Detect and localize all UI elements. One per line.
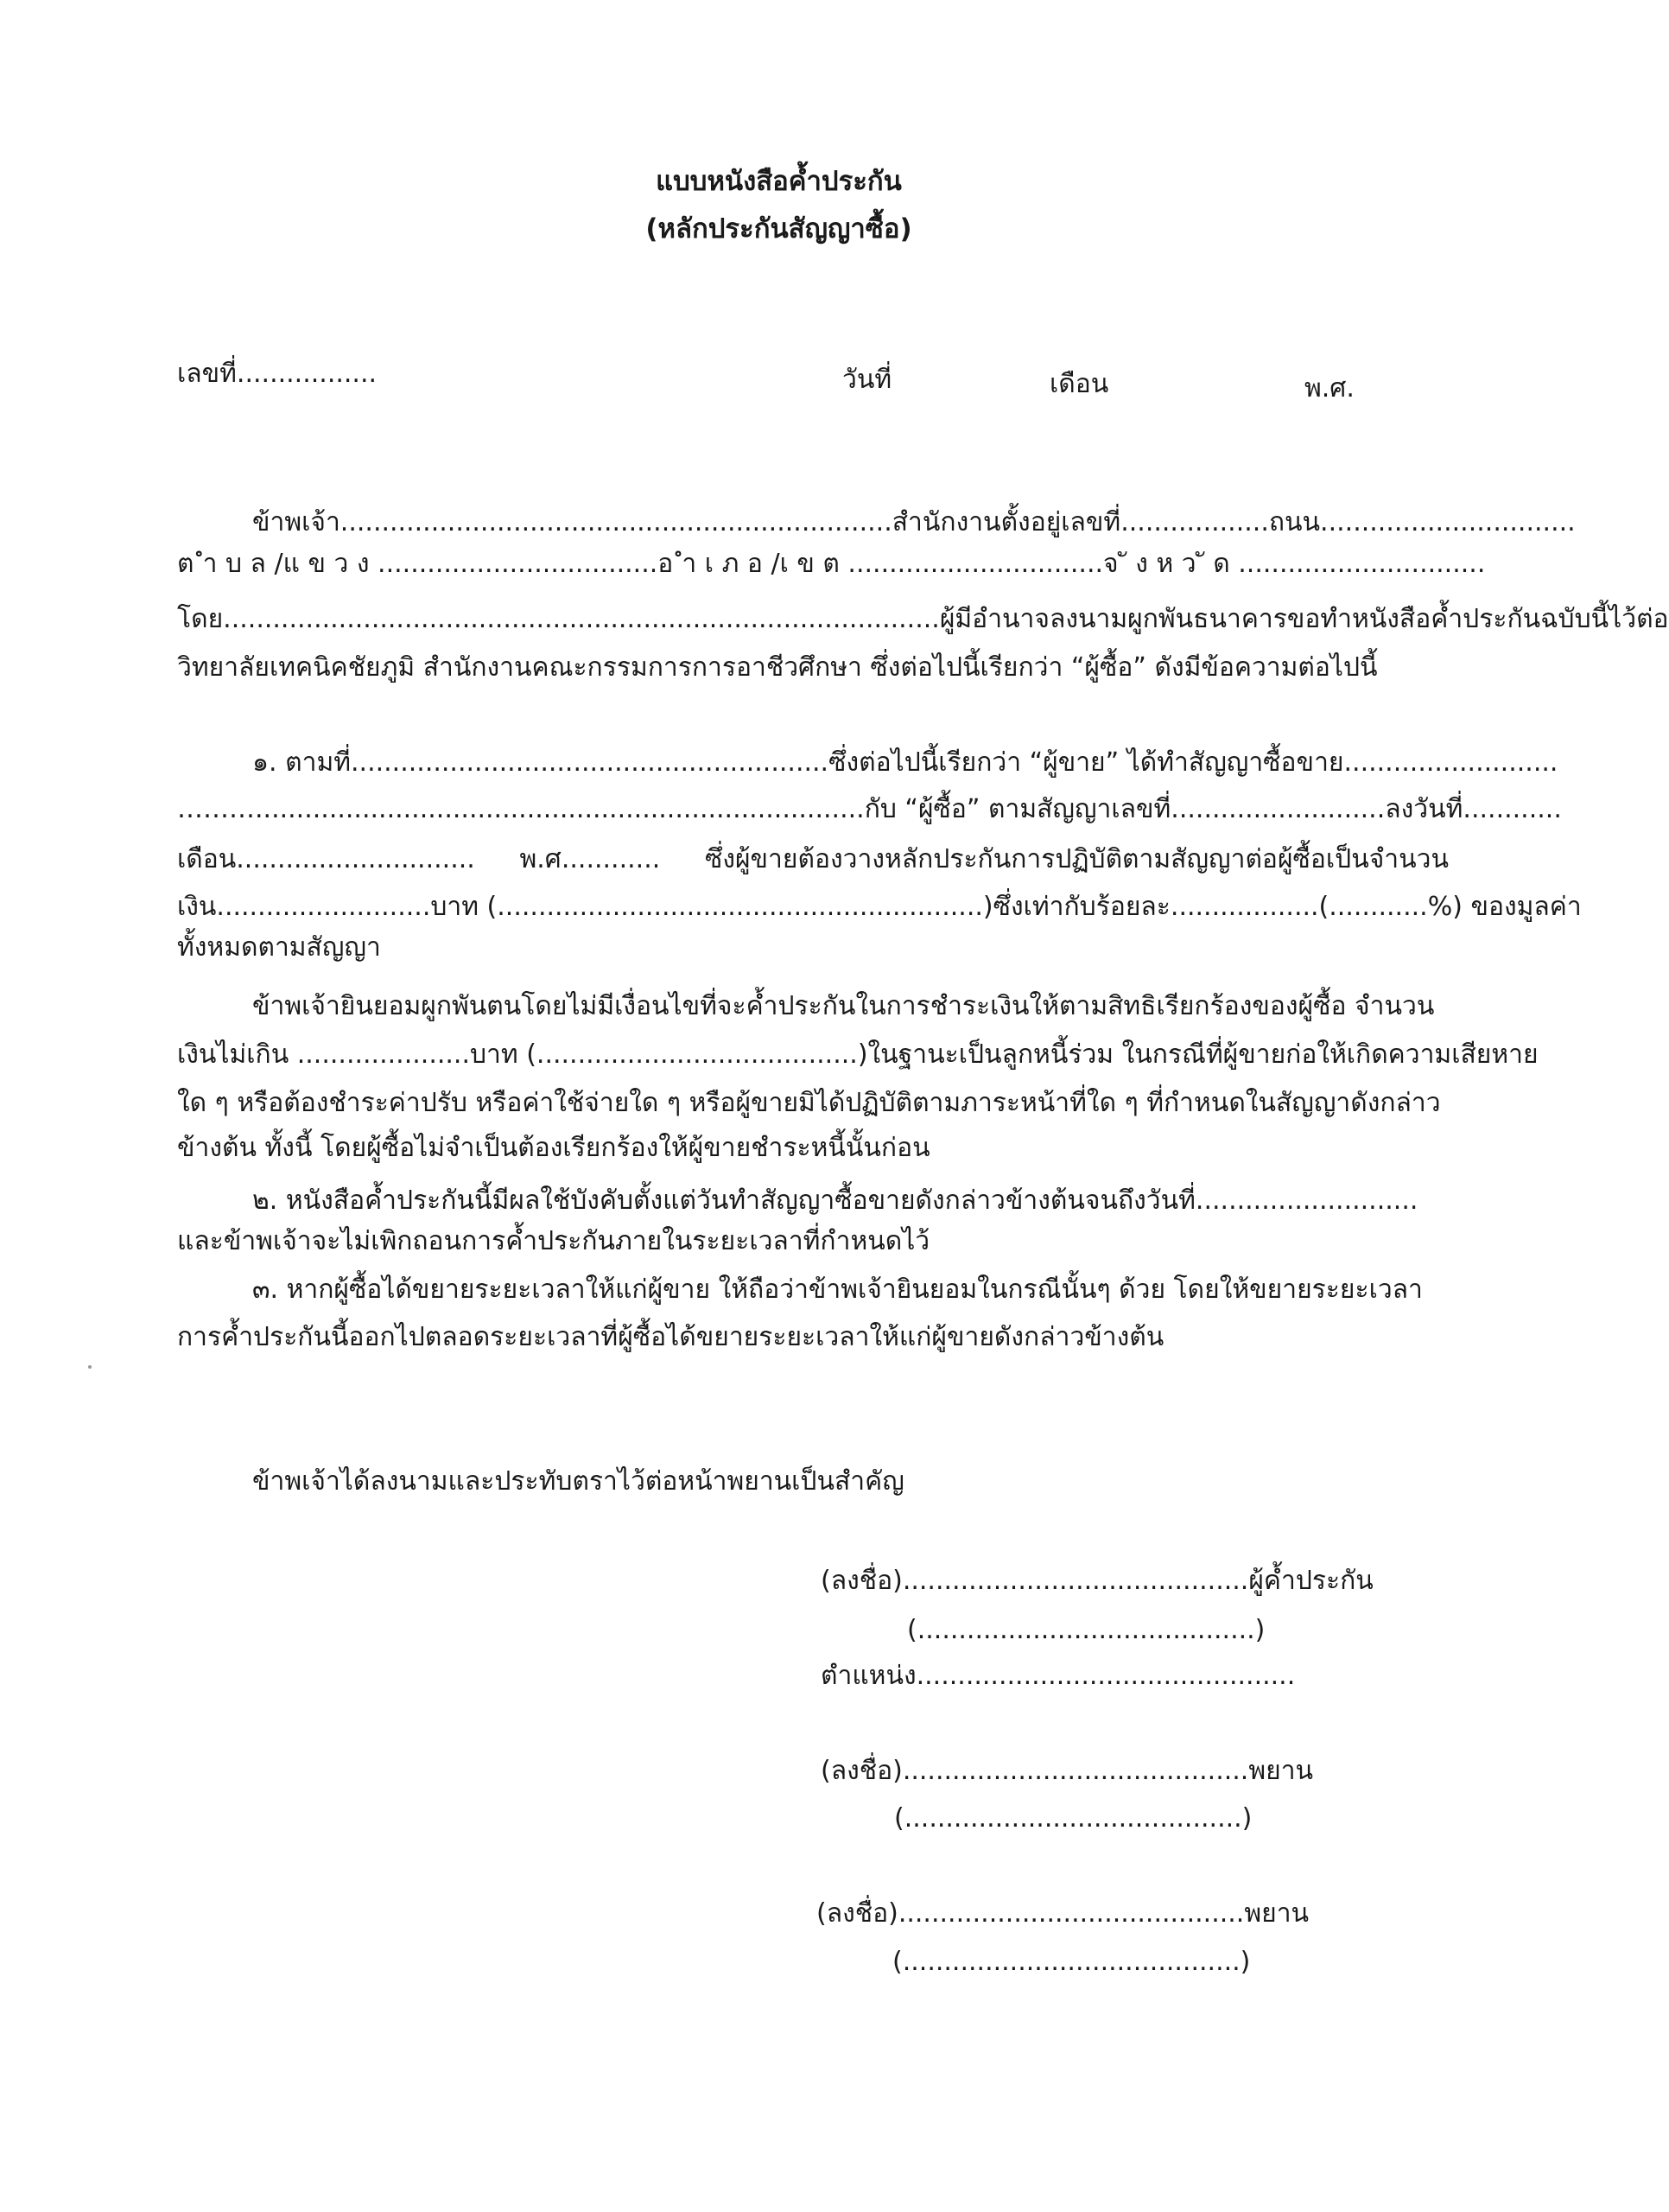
clause1-contract-no-field: กับ “ผู้ซื้อ” ตามสัญญาเลขที่.......................... xyxy=(864,794,1386,824)
guarantor-position-field: ตำแหน่ง.............................................. xyxy=(821,1661,1296,1691)
clause1-date-field: ลงวันที่............ xyxy=(1385,794,1562,824)
clause1-seller-field: ๑. ตามที่.......................................................... xyxy=(252,747,829,778)
guarantee-debtor-text: ในฐานะเป็นลูกหนี้ร่วม ในกรณีที่ผู้ขายก่อให้เกิดความเสียหาย xyxy=(867,1039,1539,1070)
witness1-name-field: (.........................................) xyxy=(894,1803,1253,1834)
guarantee-line-2 xyxy=(177,1039,1539,1070)
intro-line-3 xyxy=(177,604,1669,634)
witness2-role: พยาน xyxy=(1244,1898,1310,1929)
document-subtitle: (หลักประกันสัญญาซื้อ) xyxy=(645,213,912,245)
clause3-line-2: การค้ำประกันนี้ออกไปตลอดระยะเวลาที่ผู้ซื้อได้ขยายระยะเวลาให้แก่ผู้ขายดังกล่าวข้างต้น xyxy=(177,1322,1164,1352)
guarantor-role: ผู้ค้ำประกัน xyxy=(1248,1566,1374,1596)
guarantor-name-field: (.........................................) xyxy=(907,1615,1266,1645)
intro-name-field: ข้าพเจ้า................................................................... xyxy=(252,507,892,537)
clause1-year-field: พ.ศ............ xyxy=(519,844,661,874)
signature-guarantor xyxy=(821,1568,1374,1594)
witness1-role: พยาน xyxy=(1248,1756,1314,1786)
intro-line-1 xyxy=(252,507,1576,537)
intro-line-4: วิทยาลัยเทคนิคชัยภูมิ สำนักงานคณะกรรมการการอาชีวศึกษา ซึ่งต่อไปนี้เรียกว่า “ผู้ซื้อ” ดังมีข้อความต่อไปนี้ xyxy=(177,652,1378,683)
witness2-sign-field: (ลงชื่อ).......................................... xyxy=(816,1898,1245,1929)
guarantee-line-1: ข้าพเจ้ายินยอมผูกพันตนโดยไม่มีเงื่อนไขที่จะค้ำประกันในการชำระเงินให้ตามสิทธิเรียกร้องของผู้ซื้อ จำนวน xyxy=(252,991,1435,1021)
month-label: เดือน xyxy=(1050,369,1109,399)
doc-number: เลขที่................. xyxy=(177,359,378,389)
scan-speck xyxy=(88,1365,92,1369)
intro-by-field: โดย....................................................................................... xyxy=(177,604,940,634)
clause1-line-5: ทั้งหมดตามสัญญา xyxy=(177,932,381,963)
clause1-collateral-text: ซึ่งผู้ขายต้องวางหลักประกันการปฏิบัติตามสัญญาต่อผู้ซื้อเป็นจำนวน xyxy=(704,844,1449,874)
clause1-line-1 xyxy=(252,747,1558,778)
intro-subdistrict-field: ต ำ บ ล /แ ข ว ง .................................. xyxy=(177,549,658,579)
clause1-amount-field: เงิน.......................... xyxy=(177,892,431,922)
intro-district-field: อ ำ เ ภ อ /เ ข ต ............................... xyxy=(657,549,1104,579)
intro-office-field: สำนักงานตั้งอยู่เลขที่.................. xyxy=(892,507,1269,537)
intro-road-field: ถนน............................... xyxy=(1268,507,1576,537)
intro-line-2 xyxy=(177,549,1486,579)
clause1-item-field: ……….......................................................................... xyxy=(177,794,865,824)
guarantee-amount-words-field: บาท (.......................................) xyxy=(470,1039,868,1070)
witness1-sign-field: (ลงชื่อ).......................................... xyxy=(821,1756,1249,1786)
signature-witness-2 xyxy=(816,1898,1310,1929)
clause1-month-field: เดือน............................. xyxy=(177,844,475,874)
guarantor-sign-field: (ลงชื่อ).......................................... xyxy=(821,1566,1249,1596)
witness2-name-field: (.........................................) xyxy=(892,1947,1251,1977)
clause1-contract-text: ซึ่งต่อไปนี้เรียกว่า “ผู้ขาย” ได้ทำสัญญาซื้อขาย.......................... xyxy=(828,747,1558,778)
clause1-percent-field: ซึ่งเท่ากับร้อยละ..................(............%) ของมูลค่า xyxy=(993,892,1582,922)
document-title: แบบหนังสือค้ำประกัน xyxy=(656,166,902,197)
intro-authority-text: ผู้มีอำนาจลงนามผูกพันธนาคารขอทำหนังสือค้ำประกันฉบับนี้ไว้ต่อ xyxy=(939,604,1669,634)
signature-witness-1 xyxy=(821,1758,1313,1784)
guarantee-line-3: ใด ๆ หรือต้องชำระค่าปรับ หรือค่าใช้จ่ายใด ๆ หรือผู้ขายมิได้ปฏิบัติตามภาระหน้าที่ใด ๆ ที่กำหนดในสัญญาดังกล่าว xyxy=(177,1088,1441,1118)
closing-statement: ข้าพเจ้าได้ลงนามและประทับตราไว้ต่อหน้าพยานเป็นสำคัญ xyxy=(252,1466,904,1497)
clause1-line-2 xyxy=(177,794,1562,824)
guarantee-line-4: ข้างต้น ทั้งนี้ โดยผู้ซื้อไม่จำเป็นต้องเรียกร้องให้ผู้ขายชำระหนี้นั้นก่อน xyxy=(177,1133,930,1163)
clause1-line-4 xyxy=(177,892,1582,922)
intro-province-field: จ ั ง ห ว ั ด .............................. xyxy=(1103,549,1486,579)
day-label: วันที่ xyxy=(842,365,892,395)
clause2-line-1: ๒. หนังสือค้ำประกันนี้มีผลใช้บังคับตั้งแต่วันทำสัญญาซื้อขายดังกล่าวข้างต้นจนถึงวันที่........................... xyxy=(252,1185,1418,1216)
clause1-line-3 xyxy=(177,844,1449,874)
guarantee-amount-field: เงินไม่เกิน ..................... xyxy=(177,1039,470,1070)
clause1-amount-words-field: บาท (...........................................................) xyxy=(430,892,993,922)
year-label: พ.ศ. xyxy=(1304,373,1355,404)
clause3-line-1: ๓. หากผู้ซื้อได้ขยายระยะเวลาให้แก่ผู้ขาย ให้ถือว่าข้าพเจ้ายินยอมในกรณีนั้นๆ ด้วย โดยให้ขยายระยะเวลา xyxy=(252,1274,1423,1305)
clause2-line-2: และข้าพเจ้าจะไม่เพิกถอนการค้ำประกันภายในระยะเวลาที่กำหนดไว้ xyxy=(177,1226,930,1256)
